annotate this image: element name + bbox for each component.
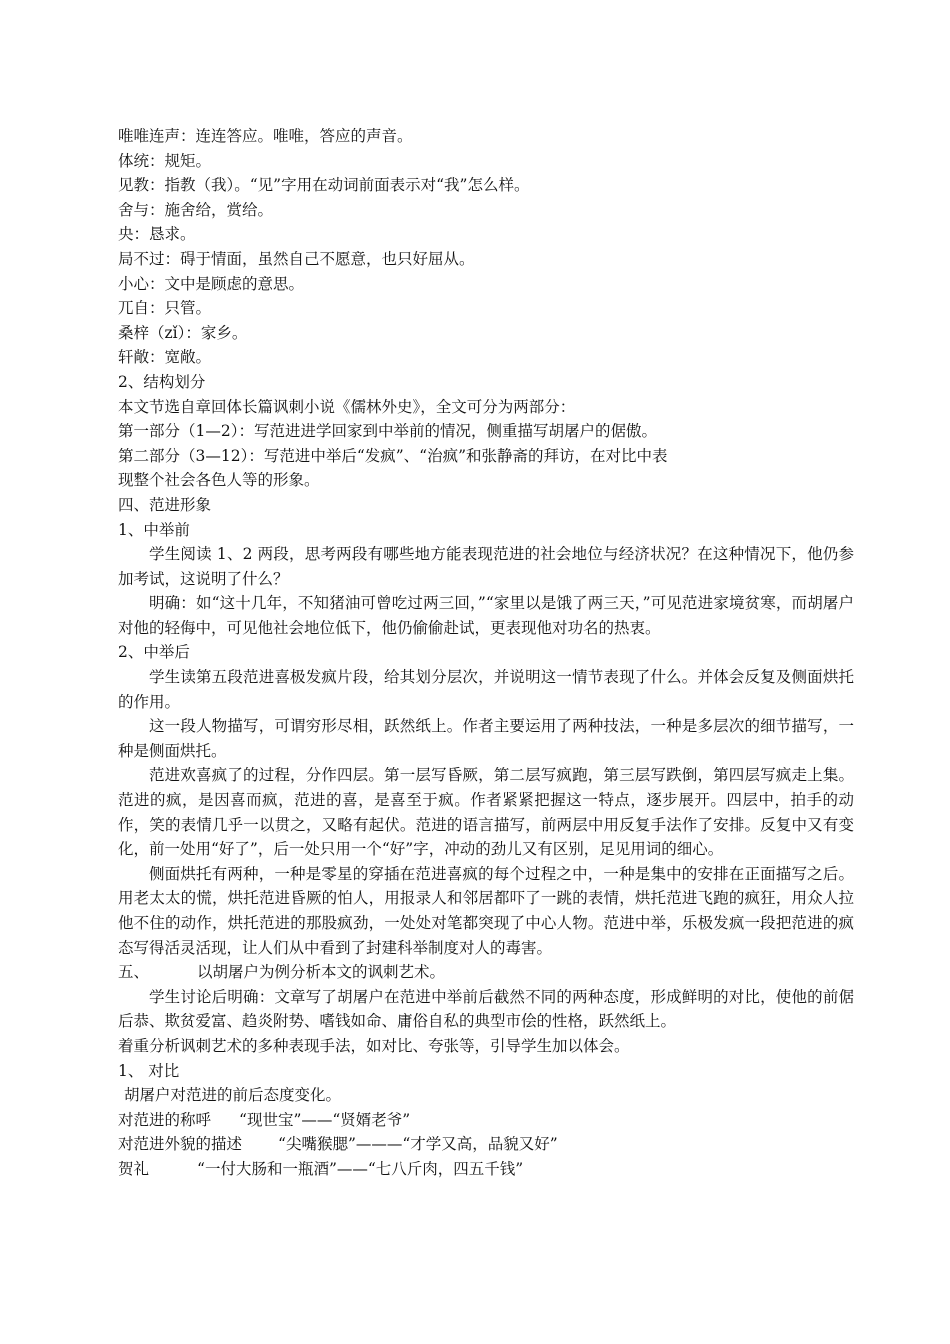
section-4-paragraph: 范进欢喜疯了的过程，分作四层。第一层写昏厥，第二层写疯跑，第三层写跌倒，第四层写疯走上集。范进的疯，是因喜而疯，范进的喜，是喜至于疯。作者紧紧把握这一特点，逐步展开。四层中，拍手的动作，笑的表情几乎一以贯之，又略有起伏。范进的语言描写，前两层中用反复手法作了安排。反复中又有变化，前一处用“好了”，后一处只用一个“好”字，冲动的劲儿又有区别，足见用词的细心。 bbox=[118, 766, 854, 859]
vocab-item: 舍与：施舍给，赏给。 bbox=[118, 200, 274, 219]
section-4-heading: 四、范进形象 bbox=[118, 495, 212, 514]
document-body bbox=[118, 124, 854, 1182]
section-4-paragraph: 明确：如“这十几年，不知猪油可曾吃过两三回，”“家里以是饿了两三天，”可见范进家境贫寒，而胡屠户对他的轻侮中，可见他社会地位低下，他仍偷偷赴试，更表现他对功名的热衷。 bbox=[118, 594, 854, 637]
vocab-item: 体统：规矩。 bbox=[118, 151, 212, 170]
section-4-sub1: 1、中举前 bbox=[118, 520, 190, 539]
vocab-item: 局不过：碍于情面，虽然自己不愿意，也只好屈从。 bbox=[118, 249, 475, 268]
section-5-sub1: 1、 对比 bbox=[118, 1061, 180, 1080]
structure-heading: 2、结构划分 bbox=[118, 372, 206, 391]
vocab-list bbox=[118, 124, 854, 370]
structure-intro: 本文节选自章回体长篇讽刺小说《儒林外史》，全文可分为两部分： bbox=[118, 397, 576, 416]
comparison-label: 对范进的称呼 bbox=[118, 1110, 212, 1129]
vocab-item: 轩敞：宽敞。 bbox=[118, 348, 212, 367]
vocab-item: 央：恳求。 bbox=[118, 225, 196, 244]
comparison-content: “现世宝”——“贤婿老爷” bbox=[239, 1110, 411, 1129]
structure-part1: 第一部分（1—2）：写范进进学回家到中举前的情况，侧重描写胡屠户的倨傲。 bbox=[118, 422, 657, 441]
section-5-heading-row bbox=[118, 960, 854, 985]
section-5-paragraph: 学生讨论后明确：文章写了胡屠户在范进中举前后截然不同的两种态度，形成鲜明的对比，使他的前倨后恭、欺贫爱富、趋炎附势、嗜钱如命、庸俗自私的典型市侩的性格，跃然纸上。 bbox=[118, 987, 854, 1031]
section-4-paragraph: 这一段人物描写，可谓穷形尽相，跃然纸上。作者主要运用了两种技法，一种是多层次的细节描写，一种是侧面烘托。 bbox=[118, 717, 854, 760]
section-5-paragraph: 着重分析讽刺艺术的多种表现手法，如对比、夸张等，引导学生加以体会。 bbox=[118, 1036, 630, 1055]
comparison-row bbox=[118, 1108, 854, 1133]
section-4 bbox=[118, 493, 854, 960]
structure-section bbox=[118, 370, 854, 493]
structure-part2-line2: 现整个社会各色人等的形象。 bbox=[118, 471, 320, 490]
comparison-row bbox=[118, 1157, 854, 1182]
vocab-item: 桑梓（zǐ）：家乡。 bbox=[118, 323, 248, 342]
vocab-item: 小心：文中是顾虑的意思。 bbox=[118, 274, 305, 293]
section-4-paragraph: 学生阅读 1、2 两段，思考两段有哪些地方能表现范进的社会地位与经济状况？在这种情况下，他仍参加考试，这说明了什么？ bbox=[118, 545, 854, 588]
section-5-number: 五、 bbox=[118, 963, 150, 982]
section-5 bbox=[118, 960, 854, 1181]
vocab-item: 见教：指教（我）。“见”字用在动词前面表示对“我”怎么样。 bbox=[118, 176, 530, 195]
section-4-sub2: 2、中举后 bbox=[118, 643, 190, 662]
comparison-label: 贺礼 bbox=[118, 1159, 150, 1178]
section-4-paragraph: 侧面烘托有两种，一种是零星的穿插在范进喜疯的每个过程之中，一种是集中的安排在正面描写之后。用老太太的慌，烘托范进昏厥的怕人，用报录人和邻居都吓了一跳的表情，烘托范进飞跑的疯狂，用众人拉他不住的动作，烘托范进的那股疯劲，一处处对笔都突现了中心人物。范进中举，乐极发疯一段把范进的疯态写得活灵活现，让人们从中看到了封建科举制度对人的毒害。 bbox=[118, 864, 854, 957]
vocab-item: 唯唯连声：连连答应。唯唯，答应的声音。 bbox=[118, 127, 413, 145]
comparison-content: “一付大肠和一瓶酒”——“七八斤肉，四五千钱” bbox=[197, 1159, 524, 1178]
section-5-sub1-desc: 胡屠户对范进的前后态度变化。 bbox=[124, 1086, 342, 1105]
section-4-paragraph: 学生读第五段范进喜极发疯片段，给其划分层次，并说明这一情节表现了什么。并体会反复及侧面烘托的作用。 bbox=[118, 668, 854, 711]
structure-part2-line1: 第二部分（3—12）：写范进中举后“发疯”、“治疯”和张静斋的拜访，在对比中表 bbox=[118, 446, 668, 465]
comparison-row bbox=[118, 1132, 854, 1157]
comparison-content: “尖嘴猴腮”———“才学又高，品貌又好” bbox=[278, 1135, 558, 1154]
vocab-item: 兀自：只管。 bbox=[118, 299, 212, 318]
section-5-heading: 以胡屠户为例分析本文的讽刺艺术。 bbox=[197, 963, 446, 982]
comparison-label: 对范进外貌的描述 bbox=[118, 1135, 243, 1154]
